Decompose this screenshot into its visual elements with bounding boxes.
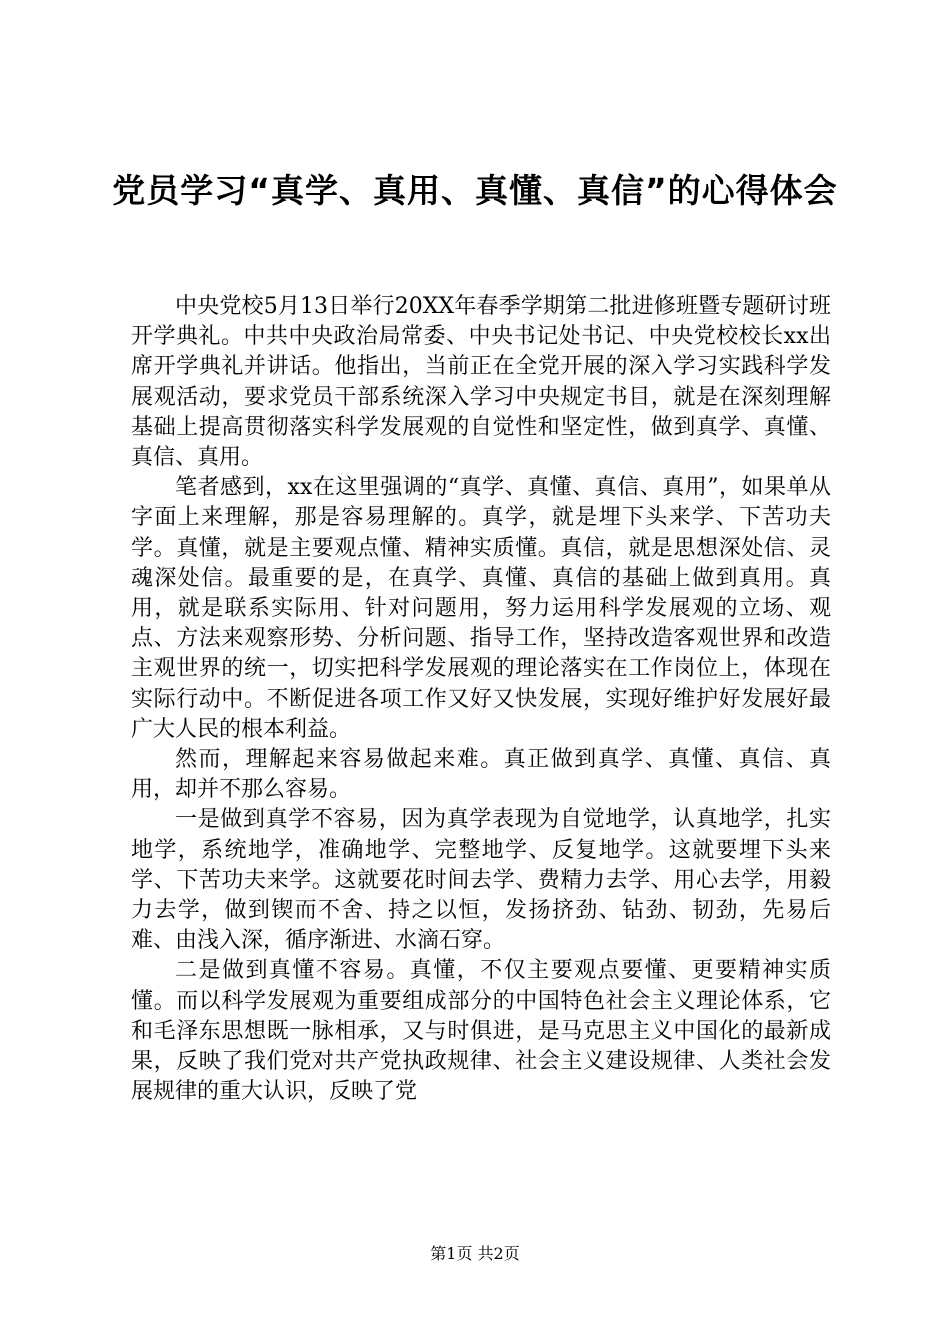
page-footer: 第1页 共2页	[430, 1244, 520, 1263]
document-body	[131, 292, 831, 1107]
paragraph-2: 笔者感到，xx在这里强调的“真学、真懂、真信、真用”，如果单从字面上来理解，那是容易理解的。真学，就是埋下头来学、下苦功夫学。真懂，就是主要观点懂、精神实质懂。真信，就是思想深处信、灵魂深处信。最重要的是，在真学、真懂、真信的基础上做到真用。真用，就是联系实际用、针对问题用，努力运用科学发展观的立场、观点、方法来观察形势、分析问题、指导工作，坚持改造客观世界和改造主观世界的统一，切实把科学发展观的理论落实在工作岗位上，体现在实际行动中。不断促进各项工作又好又快发展，实现好维护好发展好最广大人民的根本利益。	[131, 475, 831, 742]
paragraph-1: 中央党校5月13日举行20XX年春季学期第二批进修班暨专题研讨班开学典礼。中共中央政治局常委、中央书记处书记、中央党校校长xx出席开学典礼并讲话。他指出，当前正在全党开展的深入学习实践科学发展观活动，要求党员干部系统深入学习中央规定书目，就是在深刻理解基础上提高贯彻落实科学发展观的自觉性和坚定性，做到真学、真懂、真信、真用。	[131, 294, 831, 471]
paragraph-3: 然而，理解起来容易做起来难。真正做到真学、真懂、真信、真用，却并不那么容易。	[131, 747, 831, 803]
paragraph-4: 一是做到真学不容易，因为真学表现为自觉地学，认真地学，扎实地学，系统地学，准确地学、完整地学、反复地学。这就要埋下头来学、下苦功夫来学。这就要花时间去学、费精力去学、用心去学，用毅力去学，做到锲而不舍、持之以恒，发扬挤劲、钻劲、韧劲，先易后难、由浅入深，循序渐进、水滴石穿。	[131, 807, 831, 954]
document-title: 党员学习“真学、真用、真懂、真信”的心得体会	[112, 171, 838, 210]
paragraph-5: 二是做到真懂不容易。真懂，不仅主要观点要懂、更要精神实质懂。而以科学发展观为重要组成部分的中国特色社会主义理论体系，它和毛泽东思想既一脉相承，又与时俱进，是马克思主义中国化的最新成果，反映了我们党对共产党执政规律、社会主义建设规律、人类社会发展规律的重大认识，反映了党	[131, 958, 831, 1105]
